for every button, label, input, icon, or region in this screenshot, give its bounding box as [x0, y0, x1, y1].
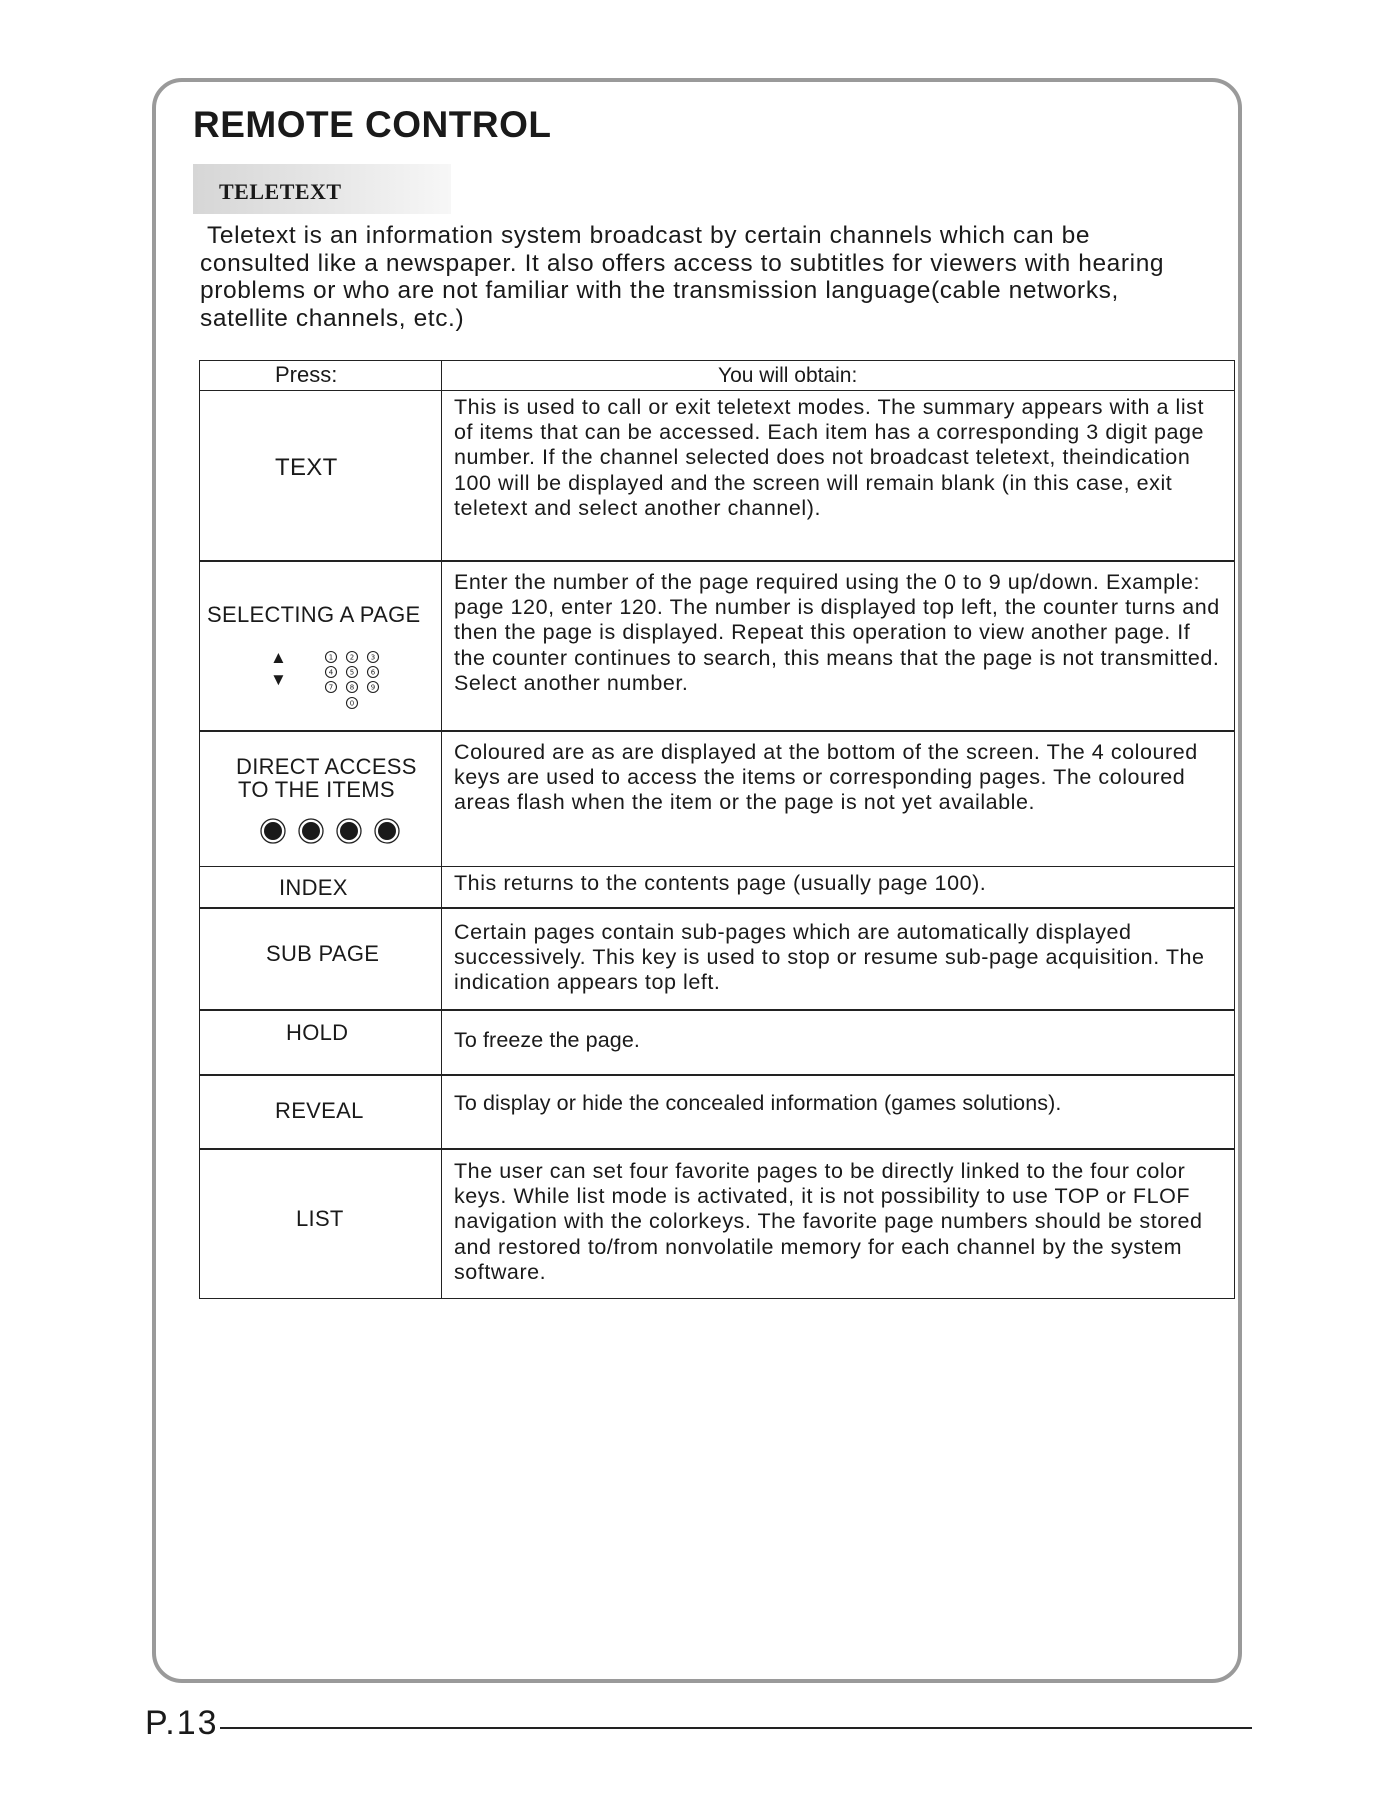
teletext-table	[199, 360, 1235, 1299]
desc-text: To freeze the page.	[454, 1028, 640, 1052]
numpad-digit: 9	[370, 683, 376, 692]
table-row	[200, 732, 1234, 867]
desc-cell	[443, 391, 1234, 560]
key-direct-access-line1: DIRECT ACCESS	[236, 754, 417, 779]
table-row	[200, 391, 1234, 562]
numpad-digit: 7	[328, 683, 334, 692]
footer-rule	[220, 1727, 1252, 1729]
table-row	[200, 867, 1234, 909]
table-row	[200, 1011, 1234, 1076]
desc-text: Coloured are as are displayed at the bottom of the screen. The 4 coloured keys are used to access the items or corresponding pages. The coloured areas flash when the item or the page is not yet available.	[454, 740, 1198, 815]
table-row	[200, 1150, 1234, 1298]
key-text: TEXT	[275, 454, 338, 481]
desc-text: To display or hide the concealed information (games solutions).	[454, 1091, 1062, 1115]
numpad-digit: 4	[328, 668, 334, 677]
updown-arrows	[270, 647, 287, 691]
numpad-digit: 1	[328, 653, 334, 662]
desc-text: This is used to call or exit teletext modes. The summary appears with a list of items that can be accessed. Each item has a corresponding 3 digit page number. If the channel selected does not broadcast teletext, theindication 100 will be displayed and the screen will remain blank (in this case, exit teletext and select another channel).	[454, 395, 1205, 520]
numpad-digit: 2	[349, 653, 355, 662]
key-cell	[200, 1150, 442, 1298]
table-row	[200, 562, 1234, 732]
key-cell	[200, 562, 442, 730]
desc-cell	[443, 867, 1234, 907]
key-hold: HOLD	[286, 1020, 349, 1045]
key-cell	[200, 1076, 442, 1148]
desc-cell	[443, 562, 1234, 730]
desc-text: The user can set four favorite pages to be directly linked to the four color keys. While list mode is activated, it is not possibility to use TOP or FLOF navigation with the colorkeys. The favorite page numbers should be stored and restored to/from nonvolatile memory for each channel by the system software.	[454, 1159, 1203, 1284]
numpad-digit: 3	[370, 653, 376, 662]
numpad-icon	[320, 649, 386, 715]
header-cell-obtain	[443, 361, 1234, 390]
key-cell	[200, 867, 442, 907]
numpad-digit: 0	[349, 699, 355, 708]
desc-cell	[443, 909, 1234, 1009]
key-cell	[200, 391, 442, 560]
table-header-row	[200, 361, 1234, 391]
desc-cell	[443, 1011, 1234, 1074]
numpad-digit: 6	[370, 668, 376, 677]
desc-text: This returns to the contents page (usually page 100).	[454, 871, 987, 895]
desc-cell	[443, 1076, 1234, 1148]
table-row	[200, 1076, 1234, 1150]
intro-paragraph: Teletext is an information system broadcast by certain channels which can be consulted like a newspaper. It also offers access to subtitles for viewers with hearing problems or who are not familiar with the transmission language(cable networks, satellite channels, etc.)	[200, 222, 1165, 332]
header-obtain: You will obtain:	[718, 364, 858, 387]
key-cell	[200, 909, 442, 1009]
arrow-up-icon: ▲	[270, 648, 287, 667]
key-direct-access-line2: TO THE ITEMS	[238, 777, 395, 802]
numpad-digit: 5	[349, 668, 355, 677]
desc-cell	[443, 1150, 1234, 1298]
key-cell	[200, 1011, 442, 1074]
page-title: REMOTE CONTROL	[193, 104, 552, 145]
desc-cell	[443, 732, 1234, 866]
color-keys-icon	[260, 816, 405, 851]
key-list: LIST	[296, 1206, 344, 1231]
section-banner	[193, 164, 451, 214]
desc-text: Certain pages contain sub-pages which are automatically displayed successively. This key is used to stop or resume sub-page acquisition. The indication appears top left.	[454, 920, 1205, 995]
key-selecting-page: SELECTING A PAGE	[207, 602, 421, 627]
arrow-down-icon: ▼	[270, 670, 287, 689]
desc-text: Enter the number of the page required using the 0 to 9 up/down. Example: page 120, enter 120. The number is displayed top left, the counter turns and then the page is displayed. Repeat this operation to view another page. If the counter continues to search, this means that the page is not transmitted. Select another number.	[454, 570, 1220, 695]
key-sub-page: SUB PAGE	[266, 941, 380, 966]
key-reveal: REVEAL	[275, 1098, 364, 1123]
header-cell-press	[200, 361, 442, 390]
numpad-digit: 8	[349, 683, 355, 692]
key-index: INDEX	[279, 875, 348, 900]
header-press: Press:	[275, 362, 338, 387]
key-cell	[200, 732, 442, 866]
page-number: P.13	[145, 1704, 219, 1742]
table-row	[200, 909, 1234, 1011]
section-label: TELETEXT	[219, 179, 342, 204]
